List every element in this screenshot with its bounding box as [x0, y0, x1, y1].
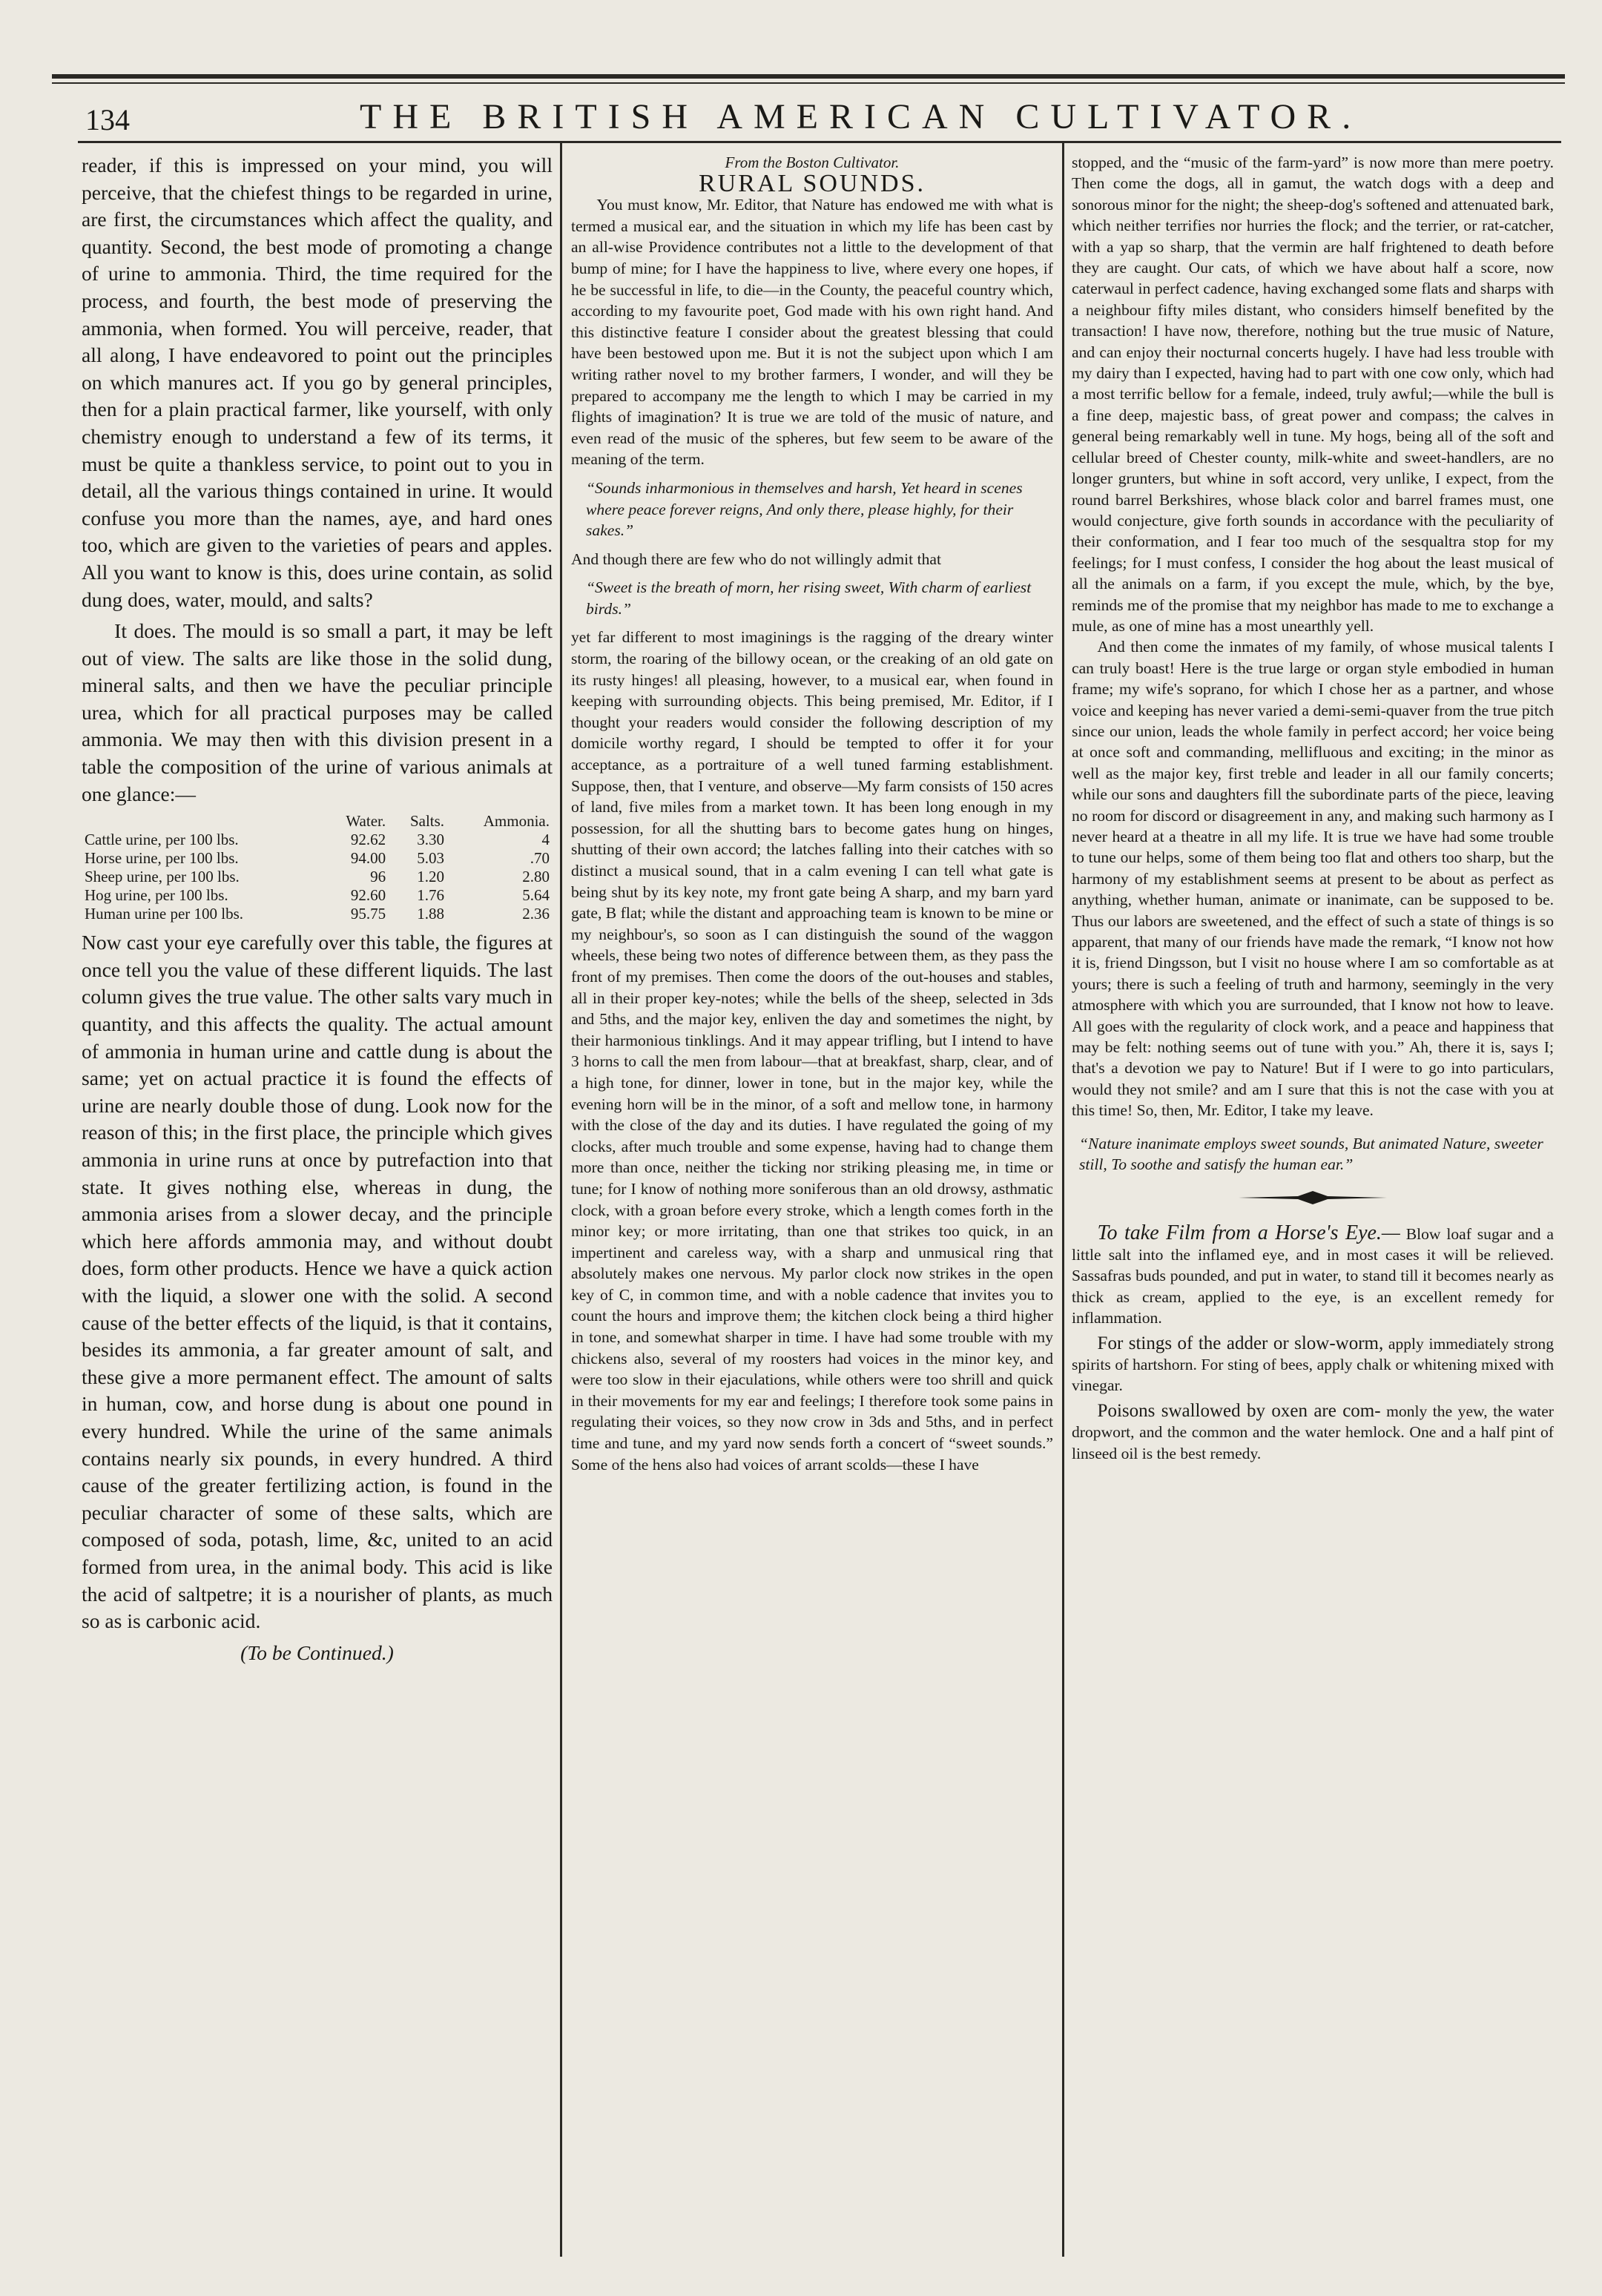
table-cell: 1.76 — [417, 886, 445, 905]
top-double-rule-thin — [52, 82, 1565, 84]
table-row — [82, 849, 553, 868]
manure-paragraph-1: reader, if this is impressed on your mind, you will perceive, that the chiefest things to be regarded in urine, are first, the circumstances which affect the quality, and quantity. Second, the best mode of promoting a change of urine to ammonia. Third, the time required for the process, and fourth, the best mode of preserving the ammonia, when formed. You will perceive, reader, that all along, I have endeavored to point out the principles on which manures act. If you go by general principles, then for a plain practical farmer, like yourself, with only chemistry enough to understand a few of its terms, it must be quite a thankless service, to point out to you in detail, all the various things contained in urine. It would confuse you more than the names, aye, and hard ones too, which are given to the varieties of pears and apples. All you want to know is this, does urine contain, as solid dung does, water, mould, and salts? — [82, 154, 553, 611]
table-cell: Horse urine, per 100 lbs. — [85, 849, 239, 868]
ornamental-divider — [1072, 1183, 1554, 1213]
table-cell: 92.62 — [350, 831, 386, 849]
table-cell: 4 — [541, 831, 550, 849]
table-cell: .70 — [530, 849, 550, 868]
table-header-cell: Salts. — [409, 812, 445, 831]
column-left — [82, 152, 553, 1666]
table-cell: 1.20 — [417, 868, 445, 886]
table-cell: Cattle urine, per 100 lbs. — [85, 831, 239, 849]
table-cell: 1.88 — [417, 905, 445, 923]
remedy-film-heading: To take Film from a Horse's Eye.— — [1097, 1221, 1400, 1244]
remedy-film-text: Blow loaf sugar and a little salt into the inflamed eye, and in most cases it will be relieved. Sassafras buds pounded, and put in water, to stand till it becomes nearly as thick as cream, applied to the eye, is an excellent remedy for inflammation. — [1072, 1224, 1554, 1327]
remedy-film-paragraph — [1072, 1223, 1554, 1329]
remedy-poisons-text: monly the yew, the water dropwort, and the common and the water hemlock. One and a half pint of linseed oil is the best remedy. — [1072, 1402, 1554, 1462]
running-title: THE BRITISH AMERICAN CULTIVATOR. — [360, 97, 1362, 136]
remedy-stings-text: apply immediately strong spirits of hartshorn. For sting of bees, apply chalk or whitening mixed with vinegar. — [1072, 1334, 1554, 1395]
column-divider-right — [1062, 143, 1064, 2257]
table-row — [82, 831, 553, 849]
remedy-poisons-lead: Poisons swallowed by oxen are com- — [1097, 1400, 1381, 1421]
ornament-rule-icon — [1239, 1189, 1387, 1207]
remedy-poisons-paragraph — [1072, 1401, 1554, 1464]
quoted-verse-1: “Sounds inharmonious in themselves and harsh, Yet heard in scenes where peace forever reigns, And only there, please highly, for their sakes.” — [586, 478, 1023, 540]
column-middle — [571, 152, 1053, 1475]
page-number: 134 — [85, 103, 130, 136]
table-header-cell: Ammonia. — [483, 812, 550, 831]
table-cell: 2.80 — [522, 868, 550, 886]
table-row — [82, 886, 553, 905]
column-divider-left — [560, 143, 562, 2257]
rural-sounds-paragraph-4: stopped, and the “music of the farm-yard” is now more than mere poetry. Then come the dogs, all in gamut, the watch dogs with a deep and sonorous minor for the night; the sheep-dog's softened and attenuated bark, which neither terrifies nor hurries the flock; and the terrier, or rat-catcher, with a yap so sharp, that the vermin are half frightened to death before they are caught. Our cats, of which we have about half a score, now caterwaul in perfect cadence, having exchanged some flats and sharps with a neighbour fifty miles distant, who considers himself benefited by the transaction! I have now, therefore, nothing but the true music of Nature, and can enjoy their nocturnal concerts hugely. I have had less trouble with my dairy than I expected, having had to part with one cow only, which had a most terrific bellow for a female, indeed, truly awful;—while the bull is a fine deep, majestic bass, of great power and compass; the calves in general being remarkably well in tune. My hogs, being all of the soft and cellular breed of Chester county, milk-white and sweet-handlers, are no longer grunters, but whine in soft accord, very unlike, I expect, from the round barrel Berkshires, whose black color and barrel frames must, one would conjecture, give forth sounds in accordance with the peculiarity of their conformation, and I fear too much of the sesqualtra stop for my feelings; for I must confess, I consider the hog about the least musical of all the animals on a farm, if you except the mule, which, by the bye, reminds me of the promise that my neighbor has made to me to exchange a mule, as one of mine has a most unearthly yell. — [1072, 154, 1554, 635]
table-cell: Sheep urine, per 100 lbs. — [85, 868, 240, 886]
quoted-verse-2: “Sweet is the breath of morn, her rising sweet, With charm of earliest birds.” — [586, 578, 1032, 618]
closing-poem: “Nature inanimate employs sweet sounds, But animated Nature, sweeter still, To soothe and satisfy the human ear.” — [1079, 1134, 1543, 1174]
table-cell: 96 — [370, 868, 386, 886]
table-cell: 92.60 — [350, 886, 386, 905]
header-rule — [78, 141, 1561, 143]
rural-sounds-paragraph-5: And then come the inmates of my family, of whose musical talents I can truly boast! Here is the true large or organ style embodied in human frame; my wife's soprano, for which I chose her as a partner, and whose voice and keeping has never varied a demi-semi-quaver from the true pitch since our union, leads the whole family in perfect accord; her voice being at once soft and commanding, mellifluous and exciting; in the minor as well as the major key, first treble and leader in all our family concerts; while our sons and daughters fill the subordinate parts of the piece, leaving no room for discord or disagreement in any, and making such harmony as I never heard at a theatre in all my life. It is true we have had some trouble to tune our helps, some of them being too flat and others too sharp, but the harmony of my establishment seems at present to be about as perfect as anything, whether human, animate or inanimate, can be supposed to be. Thus our labors are sweetened, and the effect of such a state of things is so apparent, that many of our friends have made the remark, “I know not how it is, friend Dingsson, but I visit no house where I am so comfortable as at yours; there is such a feeling of truth and harmony, seemingly in the very atmosphere with which you are surrounded, that I know not how to leave. All goes with the regularity of clock work, and a peace and happiness that may be felt: nothing seems out of tune with you.” Ah, there it is, says I; that's a devotion we pay to Nature! But if I were to go into particulars, would they not smile? and am I sure that this is not the case with you at this time! So, then, Mr. Editor, I take my leave. — [1072, 638, 1554, 1120]
article-title: RURAL SOUNDS. — [698, 169, 926, 197]
manure-paragraph-2: It does. The mould is so small a part, it may be left out of view. The salts are like those in the solid dung, mineral salts, and then we have the peculiar principle urea, which for all practical purposes may be called ammonia. We may then with this division present in a table the composition of the urine of various animals at one glance:— — [82, 619, 553, 805]
manure-paragraph-3: Now cast your eye carefully over this table, the figures at once tell you the value of these different liquids. The last column gives the true value. The other salts vary much in quantity, and this affects the quality. The actual amount of ammonia in human urine and cattle dung is about the same; yet on actual practice it is found the effects of urine are nearly double those of dung. Look now for the reason of this; in the first place, the principle which gives ammonia in urine runs at once by putrefaction into that state. It gives nothing else, whereas in dung, the ammonia arises from a slower decay, and the principle which here affords ammonia may, and without doubt does, form other products. Hence we have a quick action with the liquid, a slower one with the solid. A second cause of the better effects of the liquid, is that it contains, besides its ammonia, a far greater amount of salt, and these give a more permanent effect. The amount of salts in human, cow, and horse dung is about one pound in every hundred. While the urine of the same animals contains nearly six pounds, in every hundred. A third cause of the greater fertilizing action, is found in the peculiar character of some of these salts, which are composed of soda, potash, lime, &c, united to an acid formed from urea, in the animal body. This acid is like the acid of saltpetre; it is a nourisher of plants, as much so as is carbonic acid. — [82, 931, 553, 1633]
table-cell: Hog urine, per 100 lbs. — [85, 886, 228, 905]
table-cell: 94.00 — [350, 849, 386, 868]
top-double-rule-thick — [52, 74, 1565, 79]
rural-sounds-paragraph-2: And though there are few who do not willingly admit that — [571, 550, 941, 568]
table-header-cell: Water. — [346, 812, 386, 831]
article-source: From the Boston Cultivator. — [725, 154, 900, 171]
table-row — [82, 905, 553, 923]
table-cell: 5.03 — [417, 849, 445, 868]
urine-composition-table — [82, 812, 553, 923]
table-header-cell — [82, 812, 322, 831]
table-cell: 5.64 — [522, 886, 550, 905]
rural-sounds-paragraph-1: You must know, Mr. Editor, that Nature has endowed me with what is termed a musical ear, and the situation in which my life has been cast by an all-wise Providence contributes not a little to the development of that bump of mine; for I have the happiness to live, where every one hopes, if he be successful in life, to die—in the County, the peaceful country which, according to my favourite poet, God made with his own right hand. And this distinctive feature I consider about the greatest blessing that could have been bestowed upon me. But it is not the subject upon which I am writing rather novel to my brother farmers, I wonder, and will they be prepared to accompany me the length to which I may be carried in my flights of imagination? It is true we are told of the music of nature, and even read of the music of the spheres, but few seem to be aware of the meaning of the term. — [571, 196, 1053, 469]
table-cell: 95.75 — [350, 905, 386, 923]
table-row — [82, 868, 553, 886]
table-cell: 2.36 — [522, 905, 550, 923]
table-cell: Human urine per 100 lbs. — [85, 905, 244, 923]
column-right — [1072, 152, 1554, 1464]
rural-sounds-paragraph-3: yet far different to most imaginings is the ragging of the dreary winter storm, the roaring of the billowy ocean, or the creaking of an old gate on its rusty hinges! all pleasing, however, to a musical ear, when found in keeping with surrounding objects. This being premised, Mr. Editor, if I thought your readers would consider the following description of my domicile worthy regard, I should be tempted to offer it for your acceptance, as a portraiture of a well tuned farming establishment. Suppose, then, that I venture, and observe—My farm consists of 150 acres of land, five miles from a market town. It has been long enough in my possession, for all the shutting bars to become gates hung on hinges, shutting of their own accord; the latches falling into their catches with so distinct a musical sound, that in a calm evening I can tell what gate is being shut by its key note, my front gate being A sharp, and my barn yard gate, B flat; while the distant and approaching team is known to be mine or my neighbour's, so soon as I can distinguish the sound of the waggon wheels, these being two notes of difference between them, as they pass the front of my premises. Then come the doors of the out-houses and stables, all in their proper key-notes; while the bells of the sheep, selected in 3ds and 5ths, and the major key, enliven the day and sometimes the night, by their harmonious tinklings. And it may appear trifling, but I intend to have 3 horns to call the men from labour—that at breakfast, sharp, clear, and of a high tone, for dinner, lower in tone, but in the major key, while the evening horn will be in the minor, of a soft and mellow tone, in harmony with the close of the day and its duties. I have regulated the going of my clocks, after much trouble and some expense, having had to change them more than once, neither the ticking nor striking pleasing me, in time or tune; for I know of nothing more soniferous than an old drowsy, asthmatic clock, with a groan before every stroke, which a length comes forth in the minor key; or more irritating, than one that strikes too quick, in an impertinent and careless way, with a sharp and unmusical ring that absolutely makes one nervous. My parlor clock now strikes in the open key of C, in common time, and with a noble cadence that invites you to count the hours and improve them; the kitchen clock being a third higher in tone, and somewhat sharper in time. I have had some trouble with my chickens also, several of my roosters had voices in the minor key, and were too slow in their ejaculations, while others were too shrill and quick in their movements for my ear and feelings; I therefore took some pains in regulating their voices, so they now crow in 3ds and 5ths, and in perfect time and tune, and my yard now sends forth a concert of “sweet sounds.” Some of the hens also had voices of arrant scolds—these I have — [571, 628, 1053, 1474]
table-header-row — [82, 812, 553, 831]
table-cell: 3.30 — [417, 831, 445, 849]
remedy-stings-lead: For stings of the adder or slow-worm, — [1097, 1333, 1384, 1353]
remedy-stings-paragraph — [1072, 1333, 1554, 1396]
to-be-continued: (To be Continued.) — [240, 1640, 394, 1664]
